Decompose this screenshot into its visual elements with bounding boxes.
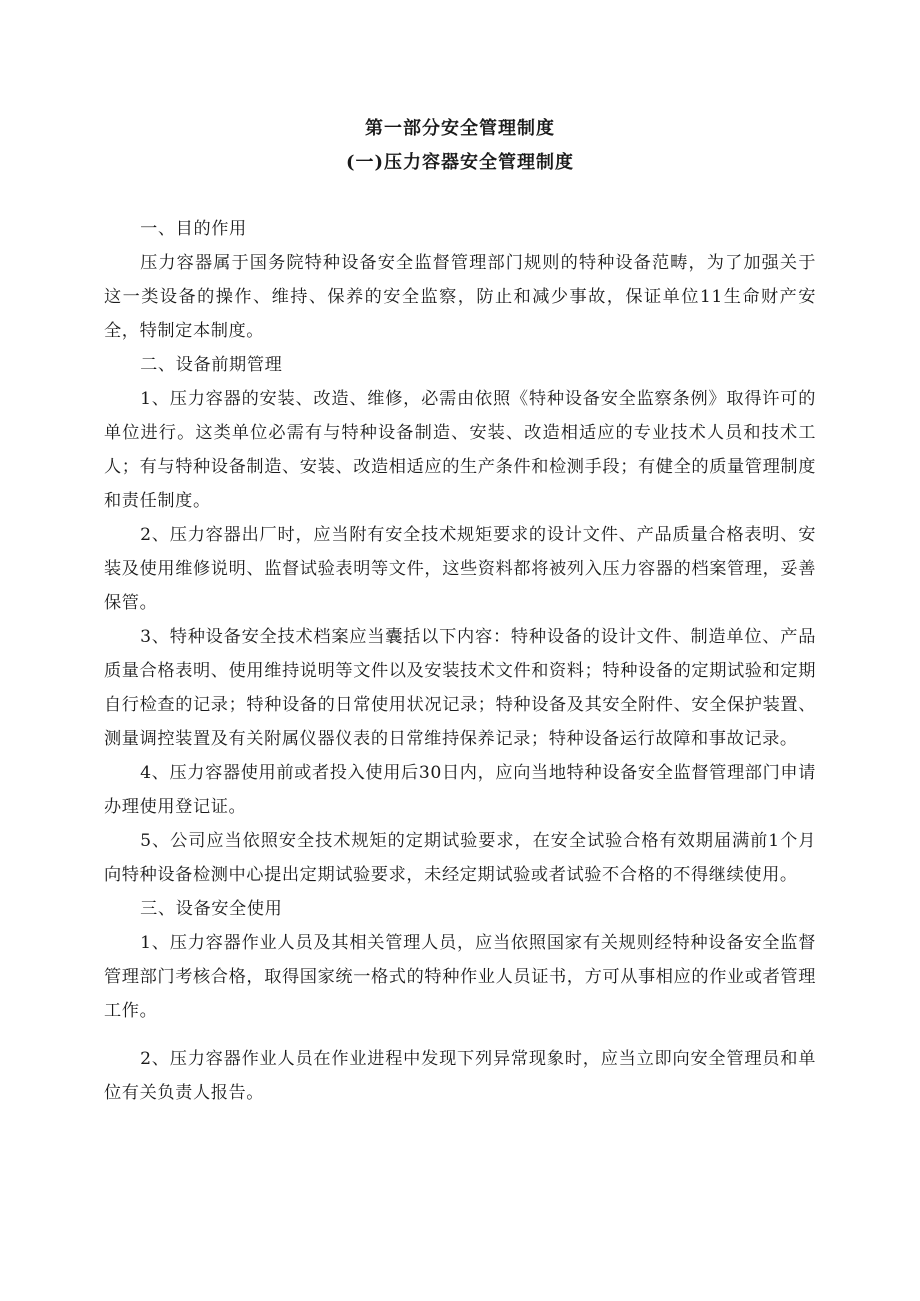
paragraph-item-1: 1、压力容器的安装、改造、维修，必需由依照《特种设备安全监察条例》取得许可的单位进行。这类单位必需有与特种设备制造、安装、改造相适应的专业技术人员和技术工人；有与特种设备制造、安装、改造相适应的生产条件和检测手段；有健全的质量管理制度和责任制度。	[104, 389, 816, 511]
section-heading-preliminary: 二、设备前期管理	[140, 355, 283, 375]
document-subtitle: (一)压力容器安全管理制度	[345, 152, 575, 173]
document-body	[104, 212, 816, 1110]
paragraph-item-5: 5、公司应当依照安全技术规矩的定期试验要求，在安全试验合格有效期届满前1个月向特种设备检测中心提出定期试验要求，未经定期试验或者试验不合格的不得继续使用。	[104, 831, 816, 885]
paragraph-use-2: 2、压力容器作业人员在作业进程中发现下列异常现象时，应当立即向安全管理员和单位有关负责人报告。	[104, 1049, 816, 1103]
paragraph-use-1: 1、压力容器作业人员及其相关管理人员，应当依照国家有关规则经特种设备安全监督管理部门考核合格，取得国家统一格式的特种作业人员证书，方可从事相应的作业或者管理工作。	[104, 933, 816, 1021]
paragraph-item-4: 4、压力容器使用前或者投入使用后30日内，应向当地特种设备安全监督管理部门申请办理使用登记证。	[104, 763, 816, 817]
section-heading-safe-use: 三、设备安全使用	[140, 899, 283, 919]
paragraph-item-3: 3、特种设备安全技术档案应当囊括以下内容：特种设备的设计文件、制造单位、产品质量合格表明、使用维持说明等文件以及安装技术文件和资料；特种设备的定期试验和定期自行检查的记录；特种设备的日常使用状况记录；特种设备及其安全附件、安全保护装置、测量调控装置及有关附属仪器仪表的日常维持保养记录；特种设备运行故障和事故记录。	[104, 627, 816, 749]
document-title: 第一部分安全管理制度	[365, 118, 555, 139]
paragraph-item-2: 2、压力容器出厂时，应当附有安全技术规矩要求的设计文件、产品质量合格表明、安装及使用维修说明、监督试验表明等文件，这些资料都将被列入压力容器的档案管理，妥善保管。	[104, 525, 816, 613]
section-heading-purpose: 一、目的作用	[140, 219, 247, 239]
paragraph-purpose: 压力容器属于国务院特种设备安全监督管理部门规则的特种设备范畴，为了加强关于这一类设备的操作、维持、保养的安全监察，防止和减少事故，保证单位11生命财产安全，特制定本制度。	[104, 253, 816, 341]
